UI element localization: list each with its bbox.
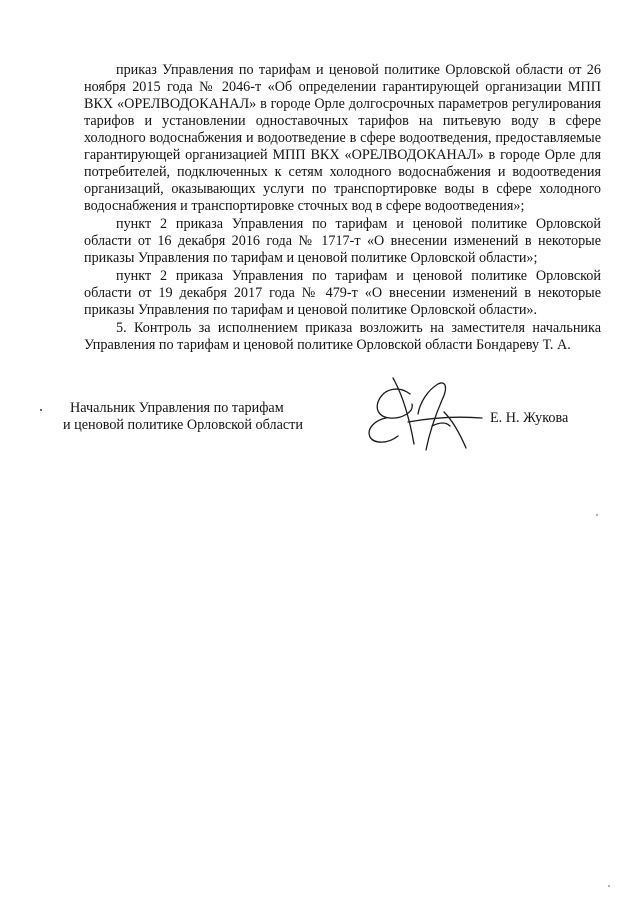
scan-speck (608, 885, 610, 887)
scan-speck (596, 514, 598, 516)
paragraph-line: пункт 2 приказа Управления по тарифам и ценовой политике Орловской (116, 268, 601, 284)
handwritten-signature (360, 372, 495, 454)
signatory-title-line2: и ценовой политике Орловской области (63, 417, 303, 433)
paragraph-line: приказы Управления по тарифам и ценовой политике Орловской области». (84, 302, 538, 318)
paragraph-line: гарантирующей организацией МПП ВКХ «ОРЕЛВОДОКАНАЛ» в городе Орле для (84, 147, 601, 163)
paragraph-line: организаций, оказывающих услуги по транспортировке воды в сфере холодного (84, 181, 601, 197)
paragraph-line: приказ Управления по тарифам и ценовой политике Орловской области от 26 (116, 62, 601, 78)
paragraph-line: Управления по тарифам и ценовой политике Орловской области Бондареву Т. А. (84, 337, 571, 353)
paragraph-line: холодного водоснабжения и водоотведение в сфере водоотведения, предоставляемые (84, 130, 601, 146)
paragraph-line: потребителей, подключенных к сетям холодного водоснабжения и водоотведения (84, 164, 601, 180)
paragraph-line: ноября 2015 года № 2046-т «Об определении гарантирующей организации МПП (84, 79, 601, 95)
signatory-name: Е. Н. Жукова (490, 410, 569, 426)
paragraph-line: приказы Управления по тарифам и ценовой политике Орловской области»; (84, 250, 538, 266)
signatory-title-line1: Начальник Управления по тарифам (70, 400, 284, 416)
scan-speck (40, 409, 42, 411)
paragraph-line: водоснабжения и транспортировке сточных вод в сфере водоотведения»; (84, 198, 525, 214)
paragraph-line: тарифов и установлении одноставочных тарифов на питьевую воду в сфере (84, 113, 601, 129)
paragraph-line: ВКХ «ОРЕЛВОДОКАНАЛ» в городе Орле долгосрочных параметров регулирования (84, 96, 601, 112)
paragraph-line: области от 16 декабря 2016 года № 1717-т «О внесении изменений в некоторые (84, 233, 601, 249)
paragraph-line: пункт 2 приказа Управления по тарифам и ценовой политике Орловской (116, 216, 601, 232)
paragraph-line: области от 19 декабря 2017 года № 479-т «О внесении изменений в некоторые (84, 285, 601, 301)
paragraph-line: 5. Контроль за исполнением приказа возложить на заместителя начальника (116, 320, 601, 336)
